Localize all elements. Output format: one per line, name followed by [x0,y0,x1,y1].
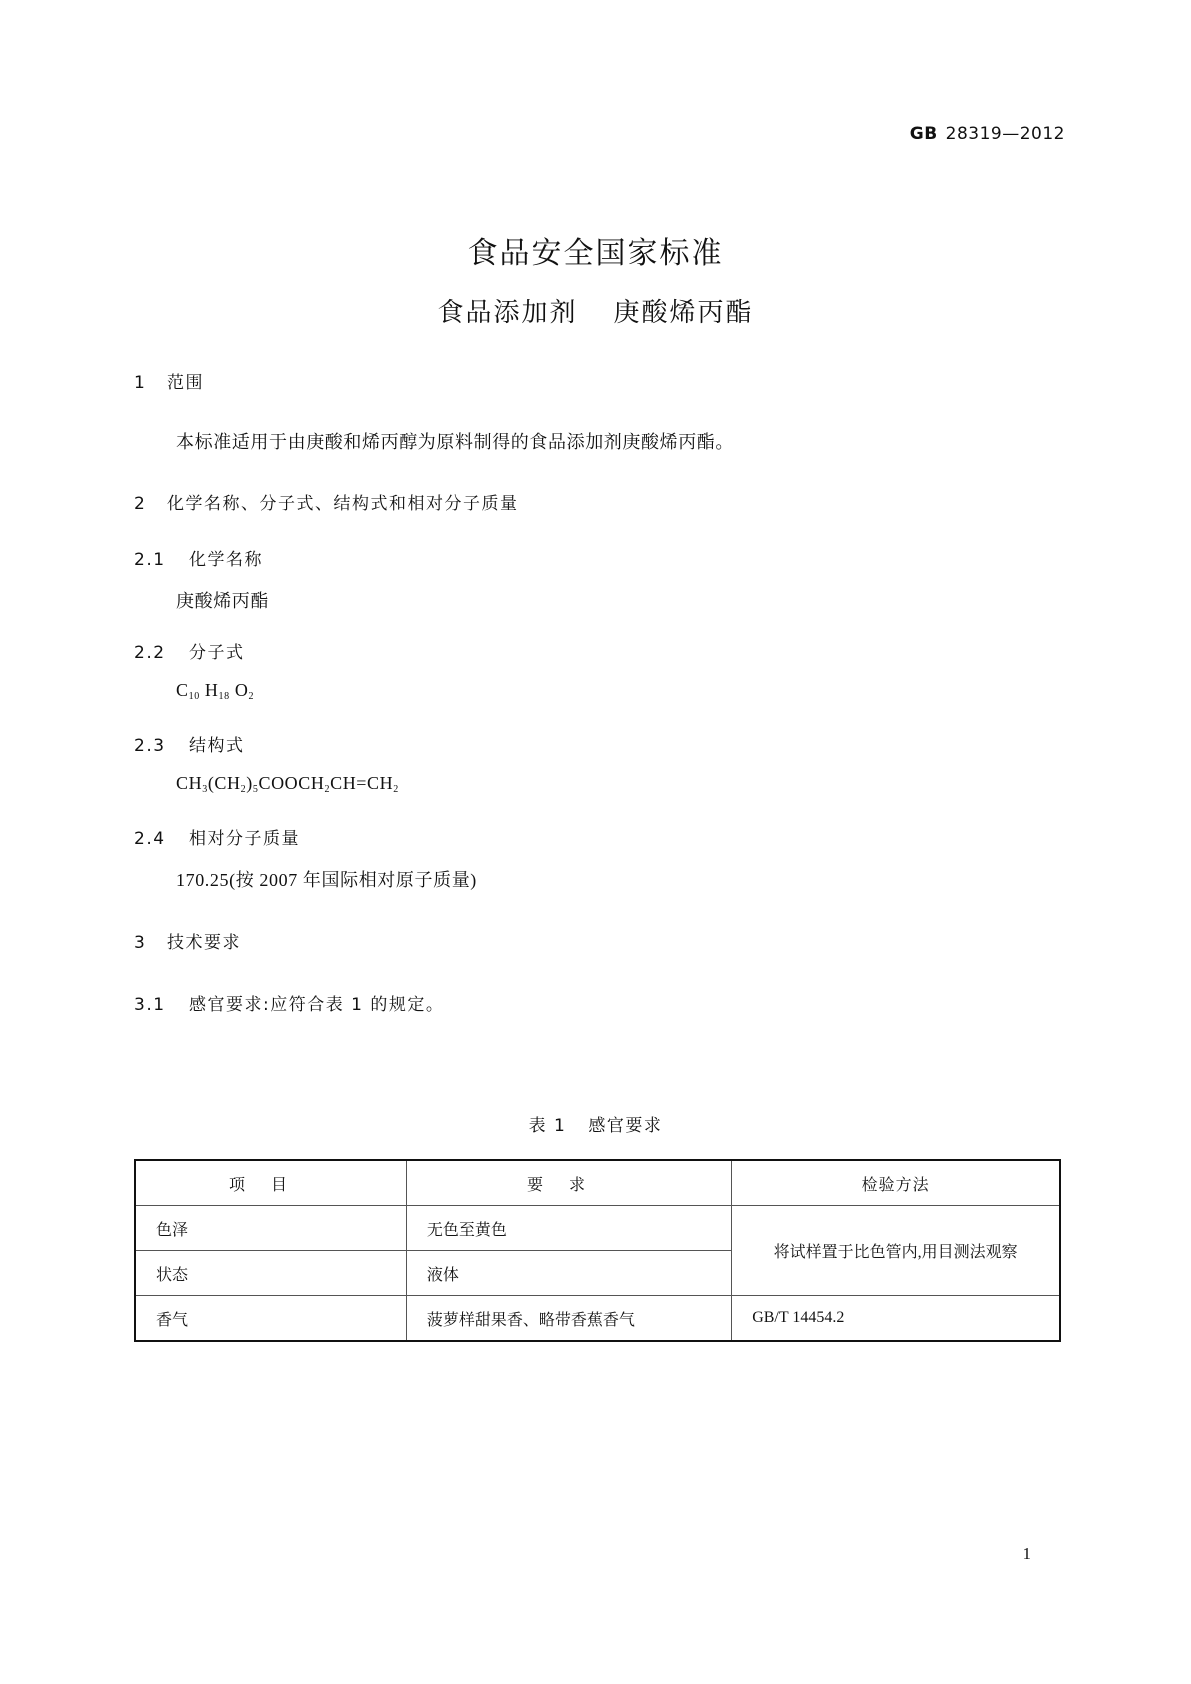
row-item: 色泽 [135,1206,406,1251]
relative-molecular-mass: 170.25(按 2007 年国际相对原子质量) [176,870,477,890]
section-1-text: 本标准适用于由庚酸和烯丙醇为原料制得的食品添加剂庚酸烯丙酯。 [176,432,734,452]
section-2-1-heading: 2.1 化学名称 [134,550,263,570]
table-caption: 表 1 感官要求 [528,1116,663,1136]
sensory-requirements-table [134,1159,1061,1342]
row-requirement: 无色至黄色 [406,1206,731,1251]
section-2-heading: 2 化学名称、分子式、结构式和相对分子质量 [134,494,519,514]
header-requirement: 要求 [406,1160,731,1206]
row-item: 状态 [135,1251,406,1296]
subtitle-category: 食品添加剂 [437,298,578,328]
molecular-formula: $C_{10}$ $H_{18}$ $O_2$ [176,680,255,702]
document-title: 食品安全国家标准 [467,236,724,271]
subtitle-product: 庚酸烯丙酯 [613,298,754,328]
section-3-1-heading: 3.1 感官要求:应符合表 1 的规定。 [134,995,445,1015]
header-method: 检验方法 [732,1160,1060,1206]
standard-prefix: GB [909,124,938,144]
standard-code: 28319—2012 [945,124,1065,144]
standard-number [910,124,1065,144]
row-method: GB/T 14454.2 [732,1296,1060,1342]
row-requirement: 菠萝样甜果香、略带香蕉香气 [406,1296,731,1342]
row-method-merged: 将试样置于比色管内,用目测法观察 [732,1206,1060,1296]
chemical-name: 庚酸烯丙酯 [176,591,269,611]
row-item: 香气 [135,1296,406,1342]
page-number: 1 [1022,1544,1031,1563]
section-2-2-heading: 2.2 分子式 [134,643,245,663]
table-row [135,1206,1060,1251]
section-2-3-heading: 2.3 结构式 [134,736,245,756]
document-subtitle [0,292,1191,329]
structural-formula: $CH_3(CH_2)_5COOCH_2CH=CH_2$ [176,773,399,795]
section-2-4-heading: 2.4 相对分子质量 [134,829,300,849]
section-1-heading: 1 范围 [134,373,204,393]
header-item: 项目 [135,1160,406,1206]
row-requirement: 液体 [406,1251,731,1296]
table-header-row [135,1160,1060,1206]
table-row [135,1296,1060,1342]
section-3-heading: 3 技术要求 [134,933,241,953]
